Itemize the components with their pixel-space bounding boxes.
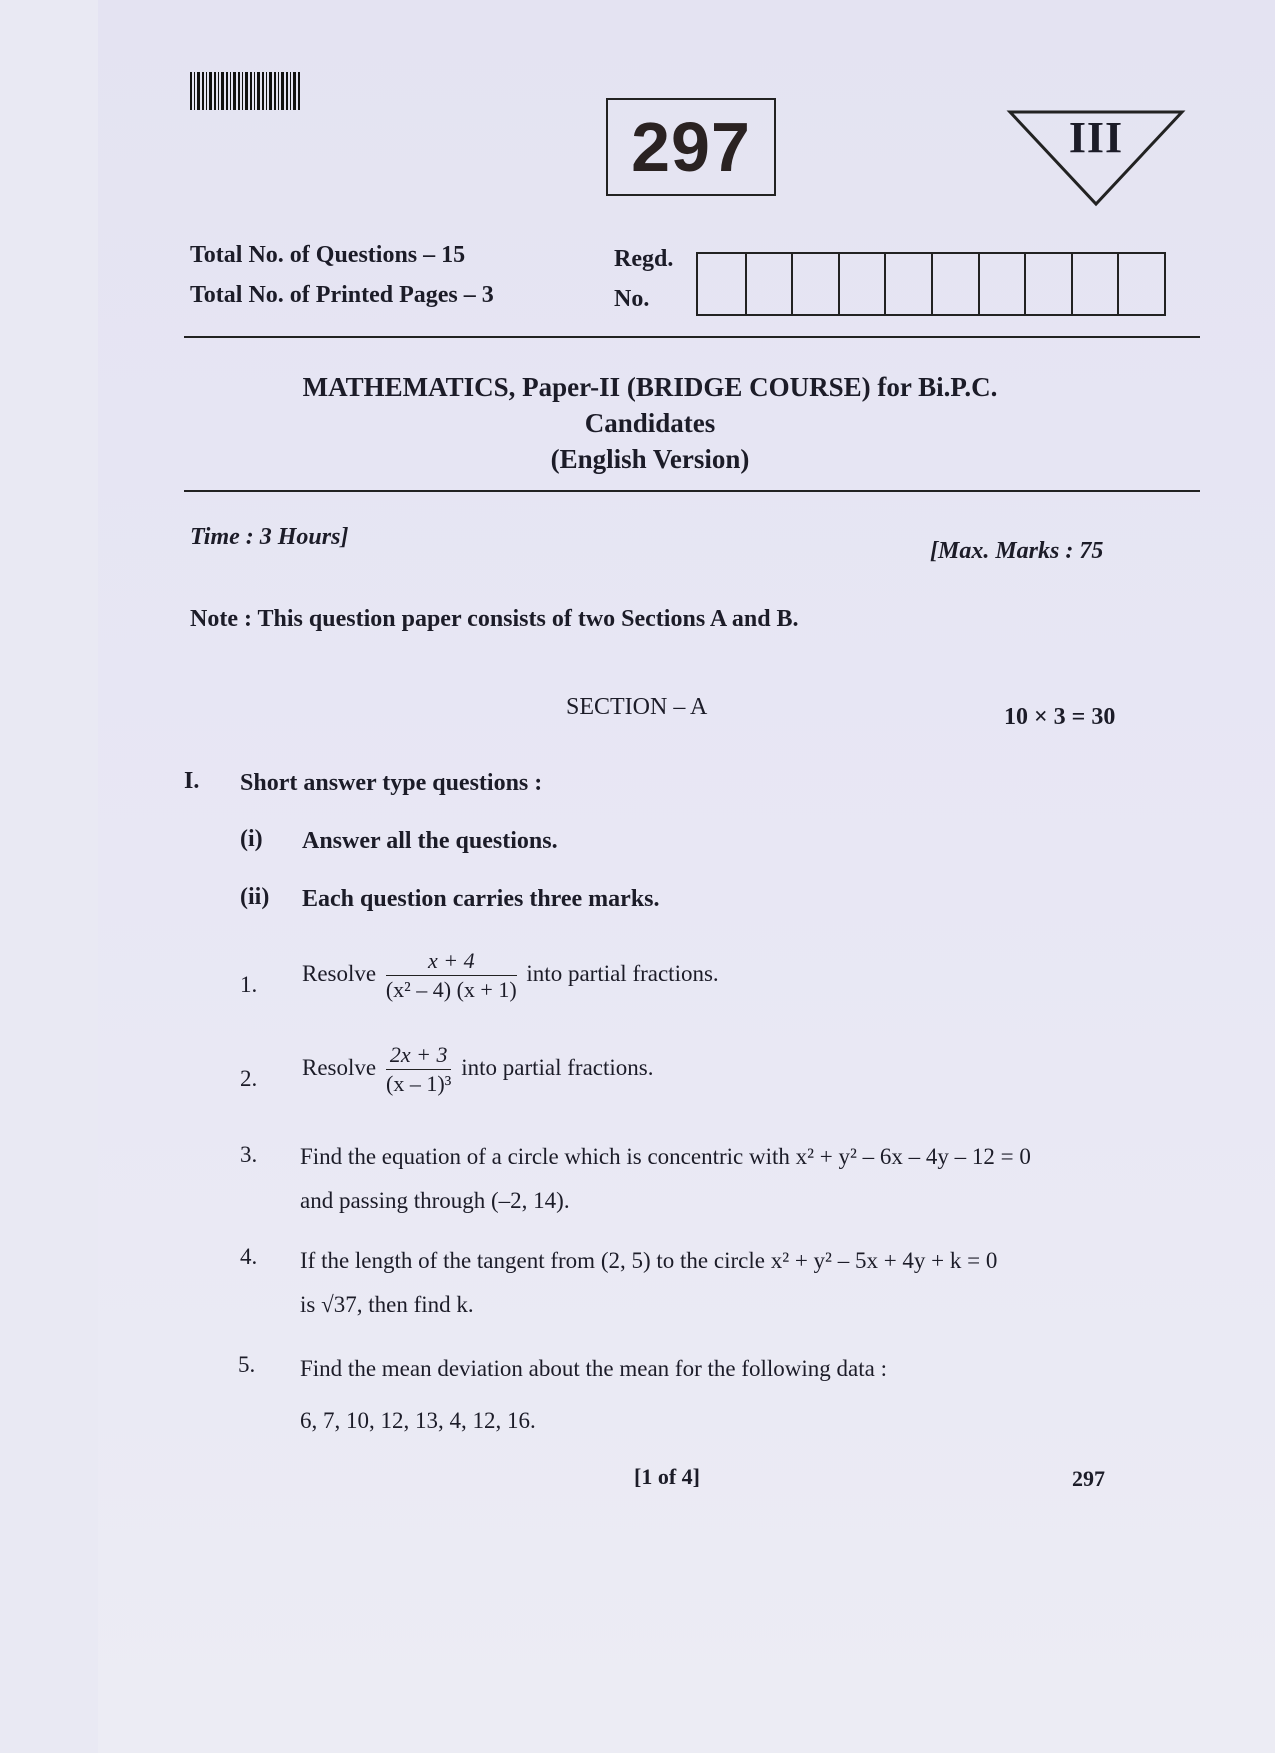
question-2-post: into partial fractions. (461, 1054, 654, 1080)
instruction-num-2: (ii) (240, 884, 270, 910)
regd-no-label: No. (614, 286, 650, 312)
question-2 (302, 1042, 653, 1097)
total-questions: Total No. of Questions – 15 (190, 242, 466, 268)
paper-version: (English Version) (550, 444, 750, 474)
question-2-pre: Resolve (302, 1054, 377, 1080)
question-1-numerator: x + 4 (386, 948, 517, 976)
total-pages: Total No. of Printed Pages – 3 (190, 282, 494, 308)
instruction-text-2: Each question carries three marks. (302, 886, 660, 912)
max-marks: [Max. Marks : 75 (930, 538, 1104, 564)
question-5-line1: Find the mean deviation about the mean for the following data : (300, 1356, 887, 1381)
question-4-line2: is √37, then find k. (300, 1292, 474, 1317)
question-1-pre: Resolve (302, 960, 377, 986)
registration-number-boxes (696, 252, 1166, 316)
question-5-data: 6, 7, 10, 12, 13, 4, 12, 16. (300, 1408, 536, 1433)
paper-title: MATHEMATICS, Paper-II (BRIDGE COURSE) for Bi.P.C. (302, 372, 998, 402)
part-heading: Short answer type questions : (240, 770, 543, 796)
question-1-fraction (386, 948, 517, 1003)
section-marks: 10 × 3 = 30 (1004, 704, 1116, 730)
instruction-text-1: Answer all the questions. (302, 828, 558, 854)
question-1 (302, 948, 719, 1003)
section-heading: SECTION – A (566, 694, 708, 720)
time-allowed: Time : 3 Hours] (190, 524, 349, 550)
paper-code: 297 (631, 108, 751, 186)
question-1-number: 1. (240, 972, 258, 997)
question-3-number: 3. (240, 1142, 258, 1167)
question-4-line1: If the length of the tangent from (2, 5) to the circle x² + y² – 5x + 4y + k = 0 (300, 1248, 998, 1273)
part-numeral: I. (184, 768, 200, 794)
question-2-fraction (386, 1042, 452, 1097)
question-4-number: 4. (240, 1244, 258, 1269)
question-2-number: 2. (240, 1066, 258, 1091)
instruction-num-1: (i) (240, 826, 263, 852)
divider-bottom (184, 490, 1200, 492)
question-2-denominator: (x – 1)³ (386, 1071, 452, 1096)
divider-top (184, 336, 1200, 338)
paper-title-line2: Candidates (584, 408, 716, 438)
question-2-numerator: 2x + 3 (386, 1042, 452, 1070)
set-label: III (1068, 113, 1124, 162)
paper-code-box (606, 98, 776, 196)
question-5-number: 5. (238, 1352, 256, 1377)
question-1-denominator: (x² – 4) (x + 1) (385, 977, 517, 1002)
note: Note : This question paper consists of two Sections A and B. (190, 606, 799, 632)
question-3-line2: and passing through (–2, 14). (300, 1188, 570, 1213)
question-3-line1: Find the equation of a circle which is concentric with x² + y² – 6x – 4y – 12 = 0 (300, 1144, 1031, 1169)
regd-label: Regd. (614, 246, 674, 272)
question-1-post: into partial fractions. (526, 960, 719, 986)
page-number: [1 of 4] (634, 1464, 700, 1489)
barcode (190, 72, 300, 110)
footer-paper-code: 297 (1072, 1466, 1105, 1491)
